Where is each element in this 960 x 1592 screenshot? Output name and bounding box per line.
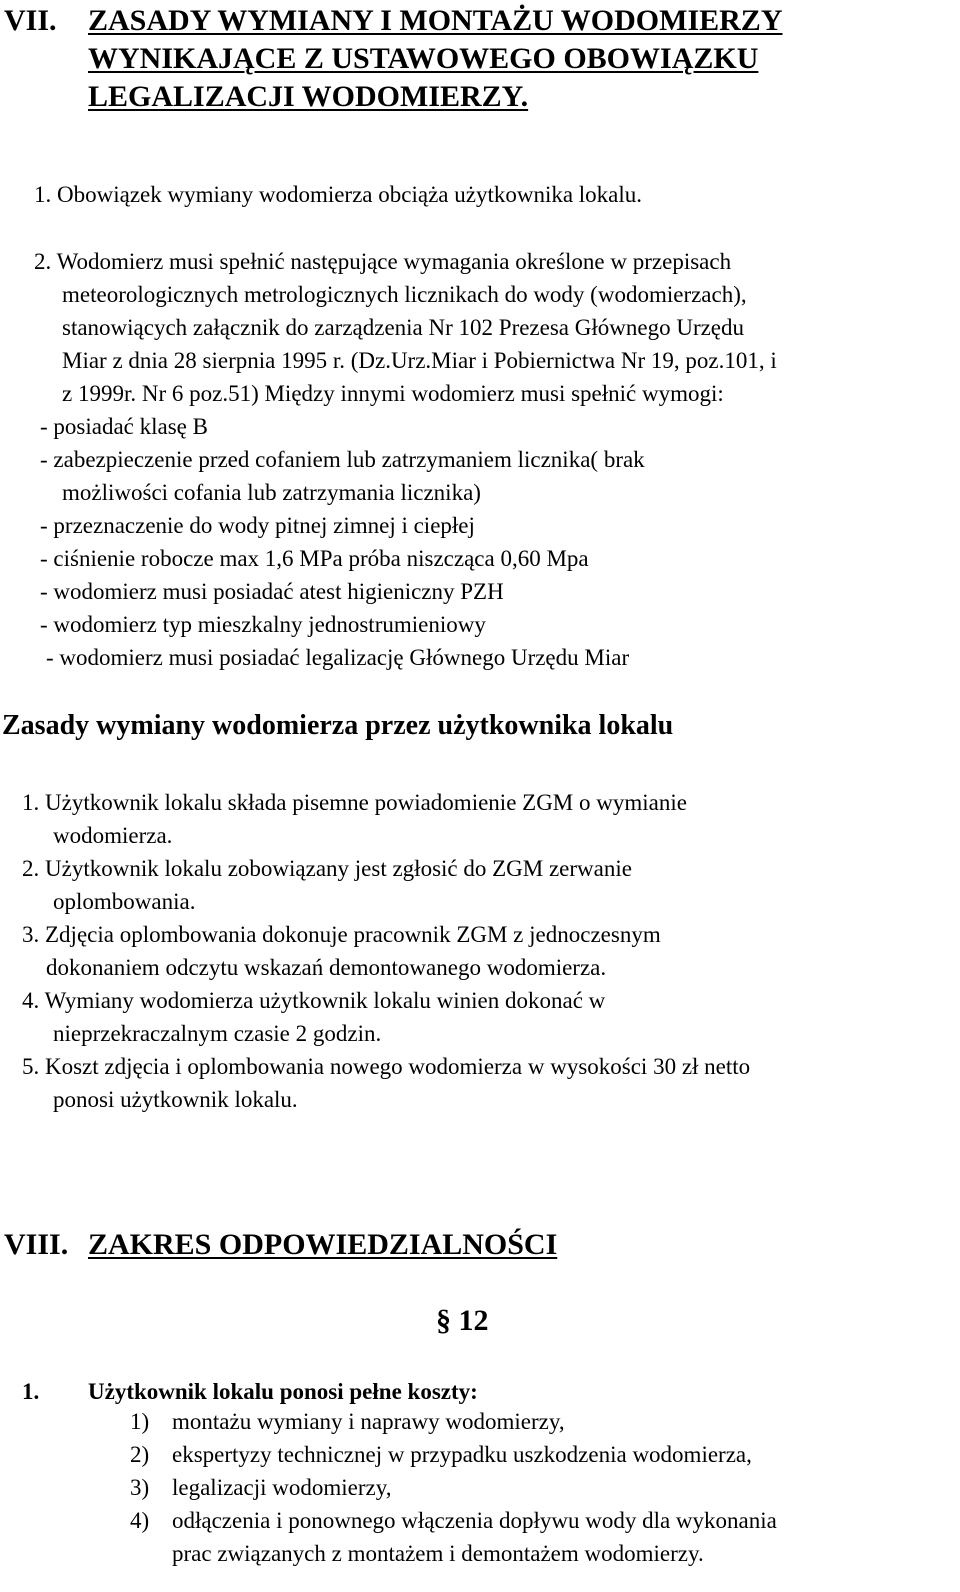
requirement-item: - wodomierz musi posiadać atest higieniczny PZH <box>40 579 504 604</box>
rule-item-1: 1. Użytkownik lokalu składa pisemne powiadomienie ZGM o wymianie <box>22 790 687 815</box>
section-7-title-line-1: ZASADY WYMIANY I MONTAŻU WODOMIERZY <box>88 4 783 37</box>
obligation-item-2-line-2: meteorologicznych metrologicznych licznikach do wody (wodomierzach), <box>62 282 747 307</box>
requirement-item: - ciśnienie robocze max 1,6 MPa próba niszcząca 0,60 Mpa <box>40 546 589 571</box>
cost-item-number: 2) <box>130 1442 150 1467</box>
cost-item-text: odłączenia i ponownego włączenia dopływu wody dla wykonania <box>172 1508 777 1533</box>
rules-heading: Zasady wymiany wodomierza przez użytkownika lokalu <box>2 710 674 741</box>
obligation-item-2-line-1: 2. Wodomierz musi spełnić następujące wymagania określone w przepisach <box>34 249 732 274</box>
cost-item-number: 4) <box>130 1508 150 1533</box>
requirement-item: - wodomierz musi posiadać legalizację Głównego Urzędu Miar <box>46 645 630 670</box>
section-8-title: ZAKRES ODPOWIEDZIALNOŚCI <box>88 1228 558 1261</box>
cost-item-number: 1) <box>130 1409 150 1434</box>
obligation-item-2-line-5: z 1999r. Nr 6 poz.51) Między innymi wodomierz musi spełnić wymogi: <box>62 381 724 406</box>
requirement-item: - zabezpieczenie przed cofaniem lub zatrzymaniem licznika( brak <box>40 447 645 472</box>
rule-item-2: 2. Użytkownik lokalu zobowiązany jest zgłosić do ZGM zerwanie <box>22 856 632 881</box>
cost-item-text: legalizacji wodomierzy, <box>172 1475 392 1500</box>
liability-item-number: 1. <box>22 1379 40 1404</box>
requirement-item-continued: możliwości cofania lub zatrzymania licznika) <box>62 480 481 505</box>
obligation-item-1: 1. Obowiązek wymiany wodomierza obciąża użytkownika lokalu. <box>34 182 643 207</box>
cost-item-text: montażu wymiany i naprawy wodomierzy, <box>172 1409 565 1434</box>
cost-item-text-continued: prac związanych z montażem i demontażem wodomierzy. <box>172 1541 704 1566</box>
obligation-item-2-line-4: Miar z dnia 28 sierpnia 1995 r. (Dz.Urz.Miar i Pobiernictwa Nr 19, poz.101, i <box>62 348 777 373</box>
rule-item-2-continued: oplombowania. <box>53 889 196 914</box>
rule-item-3: 3. Zdjęcia oplombowania dokonuje pracownik ZGM z jednoczesnym <box>22 922 661 947</box>
liability-item-text: Użytkownik lokalu ponosi pełne koszty: <box>88 1379 478 1404</box>
cost-item-number: 3) <box>130 1475 150 1500</box>
requirement-item: - przeznaczenie do wody pitnej zimnej i ciepłej <box>40 513 475 538</box>
cost-item-text: ekspertyzy technicznej w przypadku uszkodzenia wodomierza, <box>172 1442 752 1467</box>
requirement-item: - wodomierz typ mieszkalny jednostrumieniowy <box>40 612 486 637</box>
obligation-item-2-line-3: stanowiących załącznik do zarządzenia Nr 102 Prezesa Głównego Urzędu <box>62 315 745 340</box>
section-7-title-line-2: WYNIKAJĄCE Z USTAWOWEGO OBOWIĄZKU <box>88 42 759 75</box>
requirement-item: - posiadać klasę B <box>40 414 208 439</box>
rule-item-4: 4. Wymiany wodomierza użytkownik lokalu winien dokonać w <box>22 988 606 1013</box>
section-7-number: VII. <box>4 4 57 37</box>
paragraph-number: § 12 <box>436 1304 489 1337</box>
rule-item-5-continued: ponosi użytkownik lokalu. <box>53 1087 298 1112</box>
rule-item-5: 5. Koszt zdjęcia i oplombowania nowego wodomierza w wysokości 30 zł netto <box>22 1054 751 1079</box>
rule-item-4-continued: nieprzekraczalnym czasie 2 godzin. <box>53 1021 382 1046</box>
section-8-number: VIII. <box>4 1228 69 1261</box>
section-7-title-line-3: LEGALIZACJI WODOMIERZY. <box>88 80 529 113</box>
rule-item-1-continued: wodomierza. <box>53 823 173 848</box>
rule-item-3-continued: dokonaniem odczytu wskazań demontowanego wodomierza. <box>46 955 607 980</box>
